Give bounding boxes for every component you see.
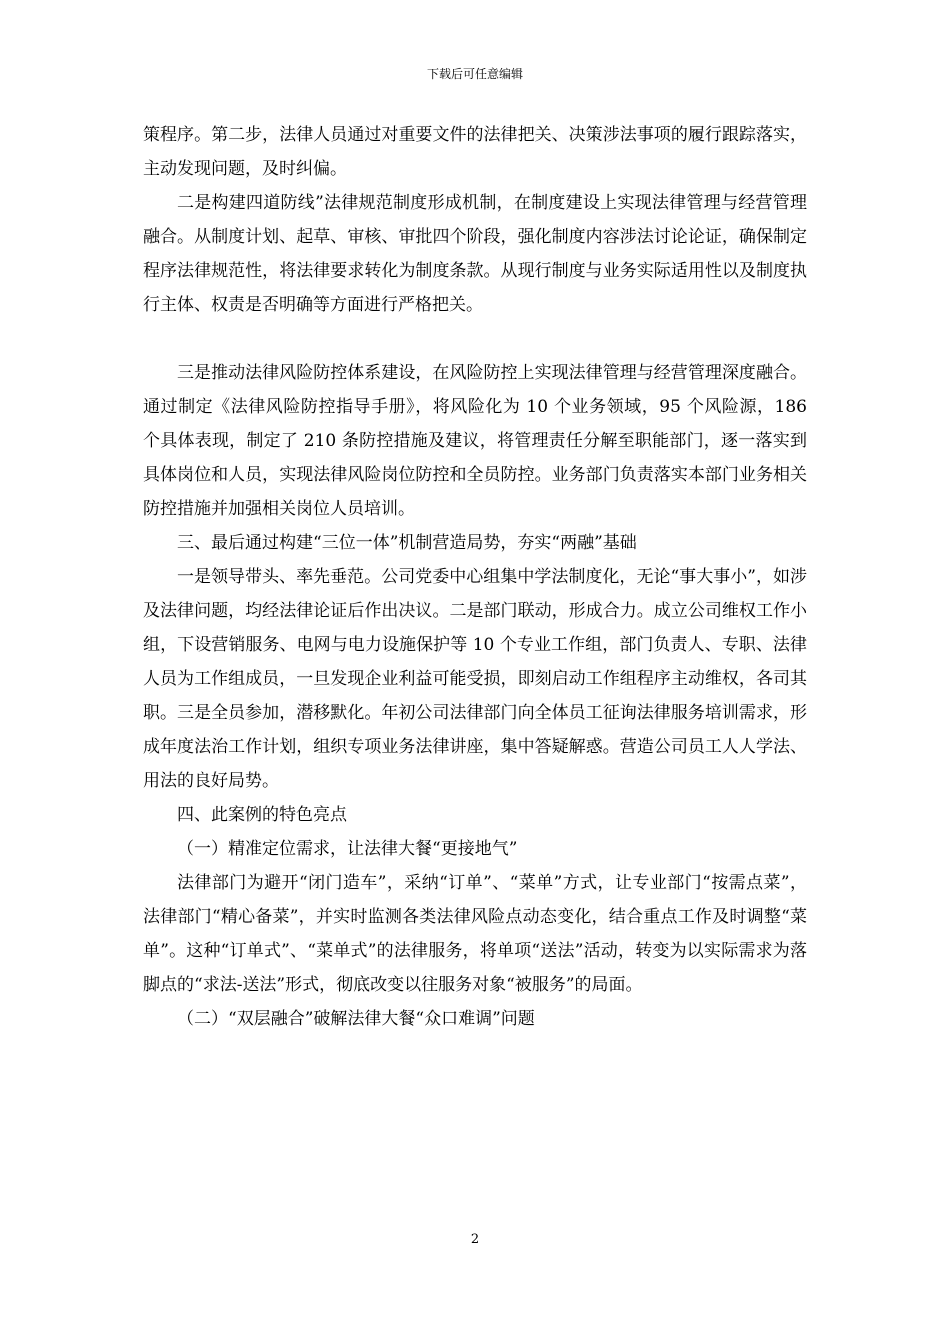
- section-heading-four: 四、此案例的特色亮点: [177, 805, 347, 825]
- page-number: 2: [470, 1232, 480, 1247]
- paragraph-order-menu: 法律部门为避开“闭门造车”，采纳“订单”、“菜单”方式，让专业部门“按需点菜”，法律部门“精心备菜”，并实时监测各类法律风险点动态变化，结合重点工作及时调整“菜单”。这种“订单式”、“菜单式”的法律服务，将单项“送法”活动，转变为以实际需求为落脚点的“求法-送法”形式，彻底改变以往服务对象“被服务”的局面。: [143, 873, 807, 995]
- paragraph-risk-control-system: 三是推动法律风险防控体系建设，在风险防控上实现法律管理与经营管理深度融合。通过制定《法律风险防控指导手册》，将风险化为 10 个业务领域，95 个风险源，186 个具体表现，制定了 210 条防控措施及建议，将管理责任分解至职能部门，逐一落实到具体岗位和人员，实现法律风险岗位防控和全员防控。业务部门负责落实本部门业务相关防控措施并加强相关岗位人员培训。: [143, 363, 807, 519]
- paragraph-continuation: 策程序。第二步，法律人员通过对重要文件的法律把关、决策涉法事项的履行跟踪落实，主动发现问题，及时纠偏。: [143, 125, 807, 179]
- document-body: [143, 118, 807, 1036]
- section-heading-three: 三、最后通过构建“三位一体”机制营造局势，夯实“两融”基础: [177, 533, 637, 553]
- page-header-note: 下载后可任意编辑: [426, 67, 523, 81]
- paragraph-four-defense-lines: 二是构建四道防线”法律规范制度形成机制，在制度建设上实现法律管理与经营管理融合。从制度计划、起草、审核、审批四个阶段，强化制度内容涉法讨论论证，确保制定程序法律规范性，将法律要求转化为制度条款。从现行制度与业务实际适用性以及制度执行主体、权责是否明确等方面进行严格把关。: [143, 193, 807, 315]
- subheading-two: （二）“双层融合”破解法律大餐“众口难调”问题: [177, 1009, 535, 1029]
- paragraph-leadership: 一是领导带头、率先垂范。公司党委中心组集中学法制度化，无论“事大事小”，如涉及法律问题，均经法律论证后作出决议。二是部门联动，形成合力。成立公司维权工作小组，下设营销服务、电网与电力设施保护等 10 个专业工作组，部门负责人、专职、法律人员为工作组成员，一旦发现企业利益可能受损，即刻启动工作组程序主动维权，各司其职。三是全员参加，潜移默化。年初公司法律部门向全体员工征询法律服务培训需求，形成年度法治工作计划，组织专项业务法律讲座，集中答疑解惑。营造公司员工人人学法、用法的良好局势。: [143, 567, 807, 791]
- subheading-one: （一）精准定位需求，让法律大餐“更接地气”: [177, 839, 518, 859]
